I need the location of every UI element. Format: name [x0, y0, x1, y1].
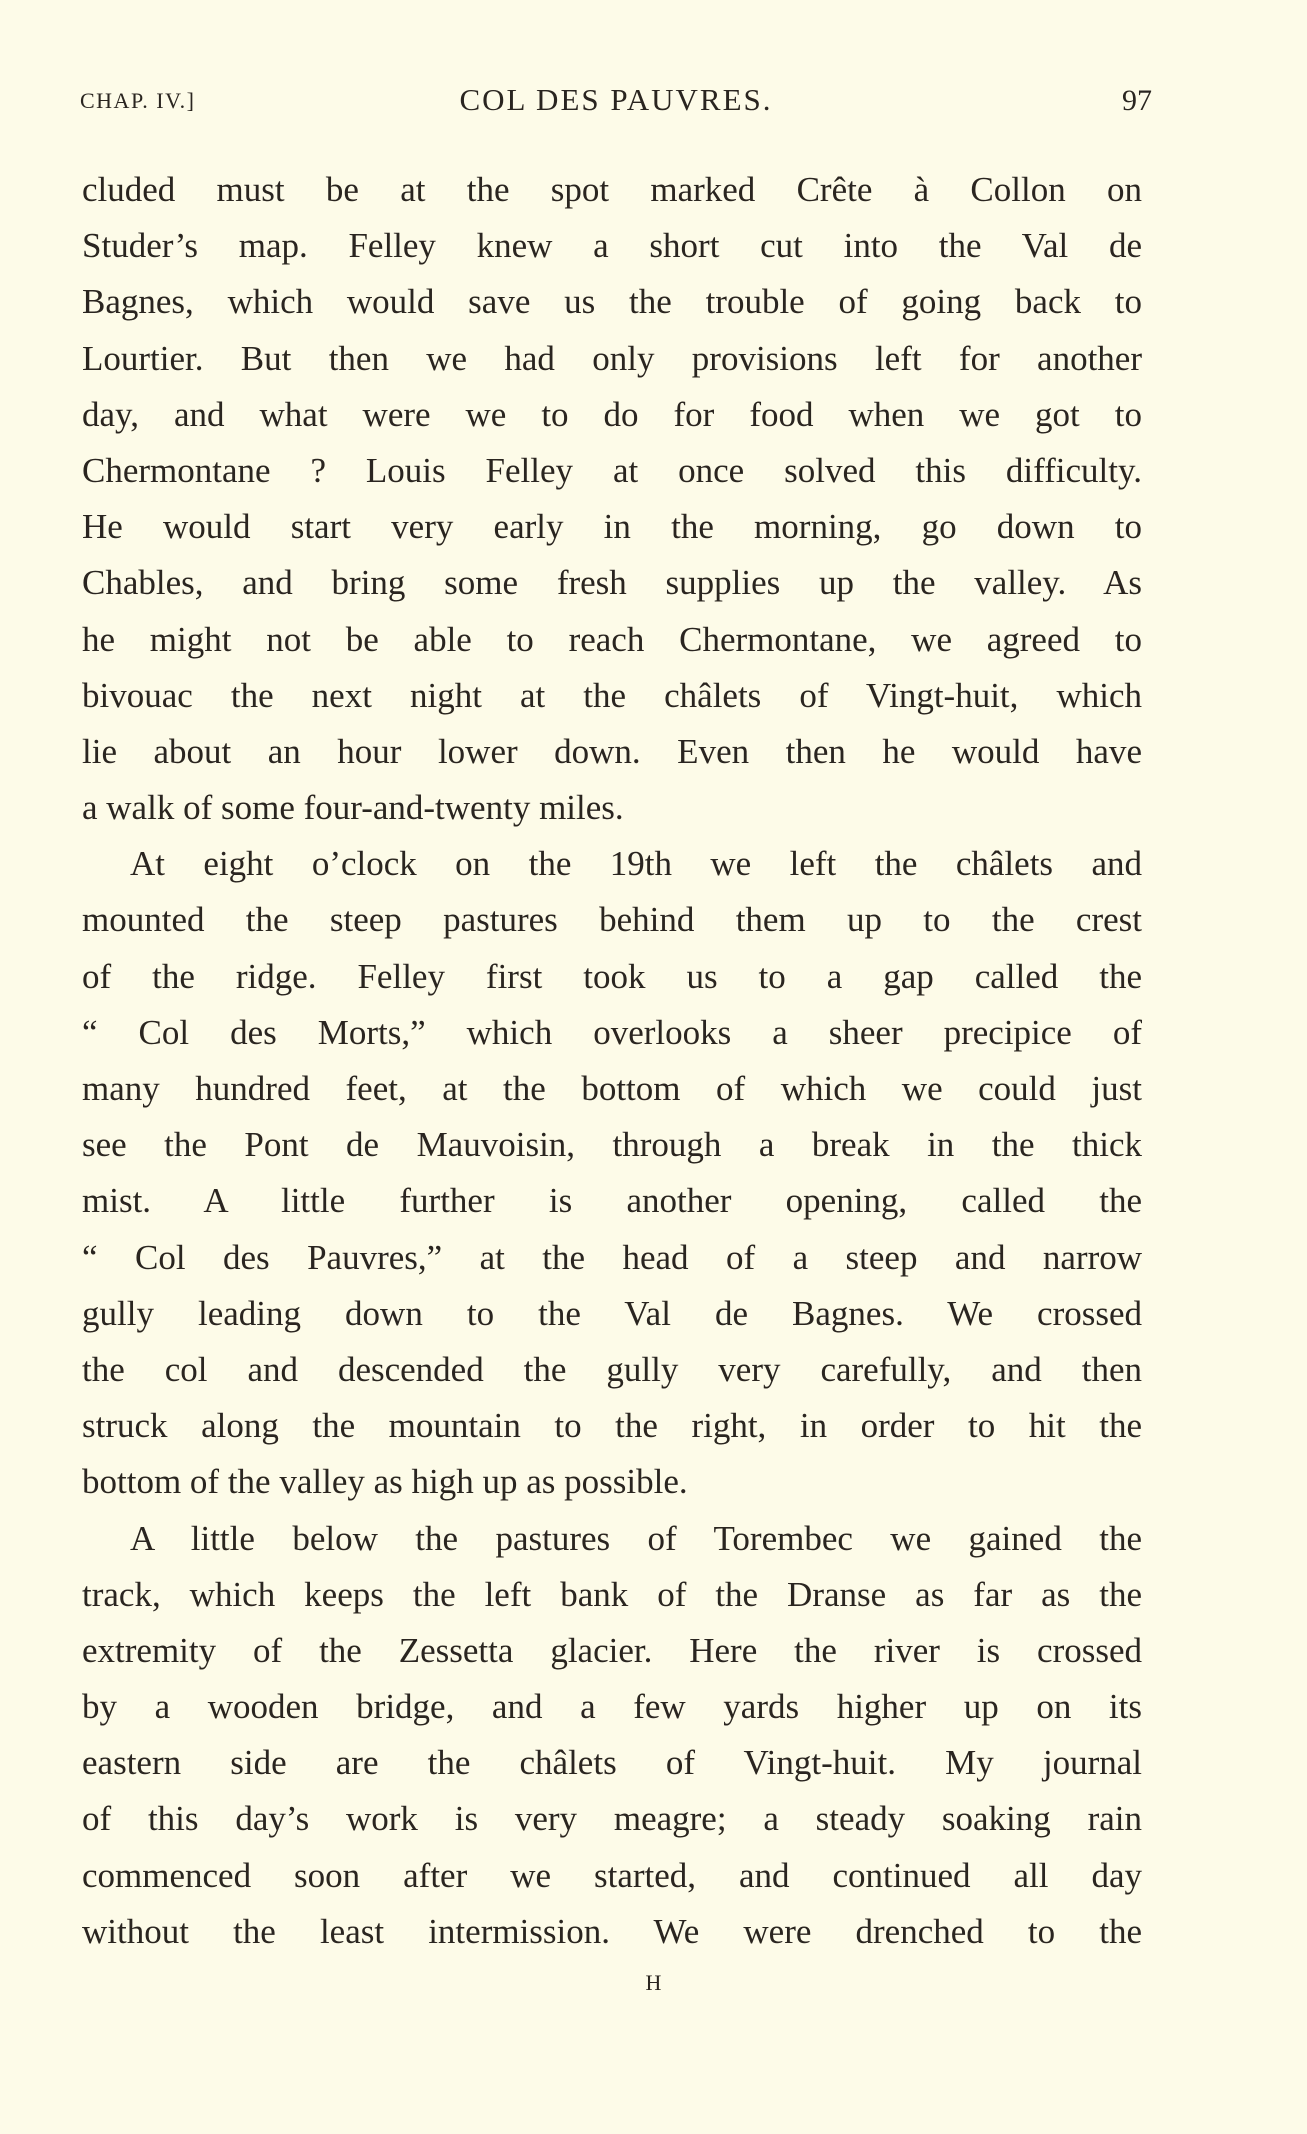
- text-line: struck along the mountain to the right, in order to hit the: [82, 1406, 1142, 1446]
- text-line: track, which keeps the left bank of the Dranse as far as the: [82, 1574, 1142, 1614]
- text-line: He would start very early in the morning, go down to: [82, 507, 1142, 547]
- text-line: see the Pont de Mauvoisin, through a break in the thick: [82, 1125, 1142, 1165]
- text-line: Lourtier. But then we had only provisions left for another: [82, 338, 1142, 378]
- text-line: the col and descended the gully very carefully, and then: [82, 1349, 1142, 1389]
- signature-mark: H: [645, 1970, 662, 1995]
- text-line: bottom of the valley as high up as possible.: [82, 1462, 688, 1502]
- text-line: Studer’s map. Felley knew a short cut into the Val de: [82, 226, 1142, 266]
- text-line: “ Col des Morts,” which overlooks a sheer precipice of: [82, 1012, 1142, 1052]
- text-line: gully leading down to the Val de Bagnes. We crossed: [82, 1293, 1142, 1333]
- page-title: COL DES PAUVRES.: [459, 82, 773, 117]
- text-line: of this day’s work is very meagre; a steady soaking rain: [82, 1799, 1142, 1839]
- body-text: [82, 162, 1142, 1960]
- text-line: by a wooden bridge, and a few yards higher up on its: [82, 1687, 1142, 1727]
- text-line: lie about an hour lower down. Even then he would have: [82, 731, 1142, 771]
- text-line: mist. A little further is another opening, called the: [82, 1181, 1142, 1221]
- text-line: cluded must be at the spot marked Crête à Collon on: [82, 170, 1142, 209]
- text-line: he might not be able to reach Chermontane, we agreed to: [82, 619, 1142, 659]
- chapter-label: CHAP. IV.]: [80, 88, 196, 113]
- text-line: many hundred feet, at the bottom of which we could just: [82, 1069, 1142, 1108]
- text-line: commenced soon after we started, and continued all day: [82, 1855, 1142, 1895]
- text-line: Chermontane ? Louis Felley at once solved this difficulty.: [82, 450, 1142, 490]
- text-line: Bagnes, which would save us the trouble of going back to: [82, 282, 1142, 322]
- text-line: bivouac the next night at the châlets of Vingt-huit, which: [82, 675, 1142, 715]
- text-line: of the ridge. Felley first took us to a gap called the: [82, 956, 1142, 996]
- text-line: a walk of some four-and-twenty miles.: [82, 788, 624, 828]
- text-line: A little below the pastures of Torembec we gained the: [130, 1518, 1142, 1558]
- running-head: [80, 82, 1152, 122]
- text-line: At eight o’clock on the 19th we left the châlets and: [130, 844, 1142, 884]
- text-line: extremity of the Zessetta glacier. Here the river is crossed: [82, 1630, 1142, 1670]
- text-line: eastern side are the châlets of Vingt-huit. My journal: [82, 1743, 1142, 1783]
- text-line: “ Col des Pauvres,” at the head of a steep and narrow: [82, 1237, 1142, 1277]
- text-line: without the least intermission. We were drenched to the: [82, 1911, 1142, 1951]
- text-line: Chables, and bring some fresh supplies up the valley. As: [82, 563, 1142, 603]
- page-number: 97: [1122, 84, 1152, 117]
- text-line: mounted the steep pastures behind them up to the crest: [82, 900, 1142, 940]
- text-line: day, and what were we to do for food when we got to: [82, 394, 1142, 434]
